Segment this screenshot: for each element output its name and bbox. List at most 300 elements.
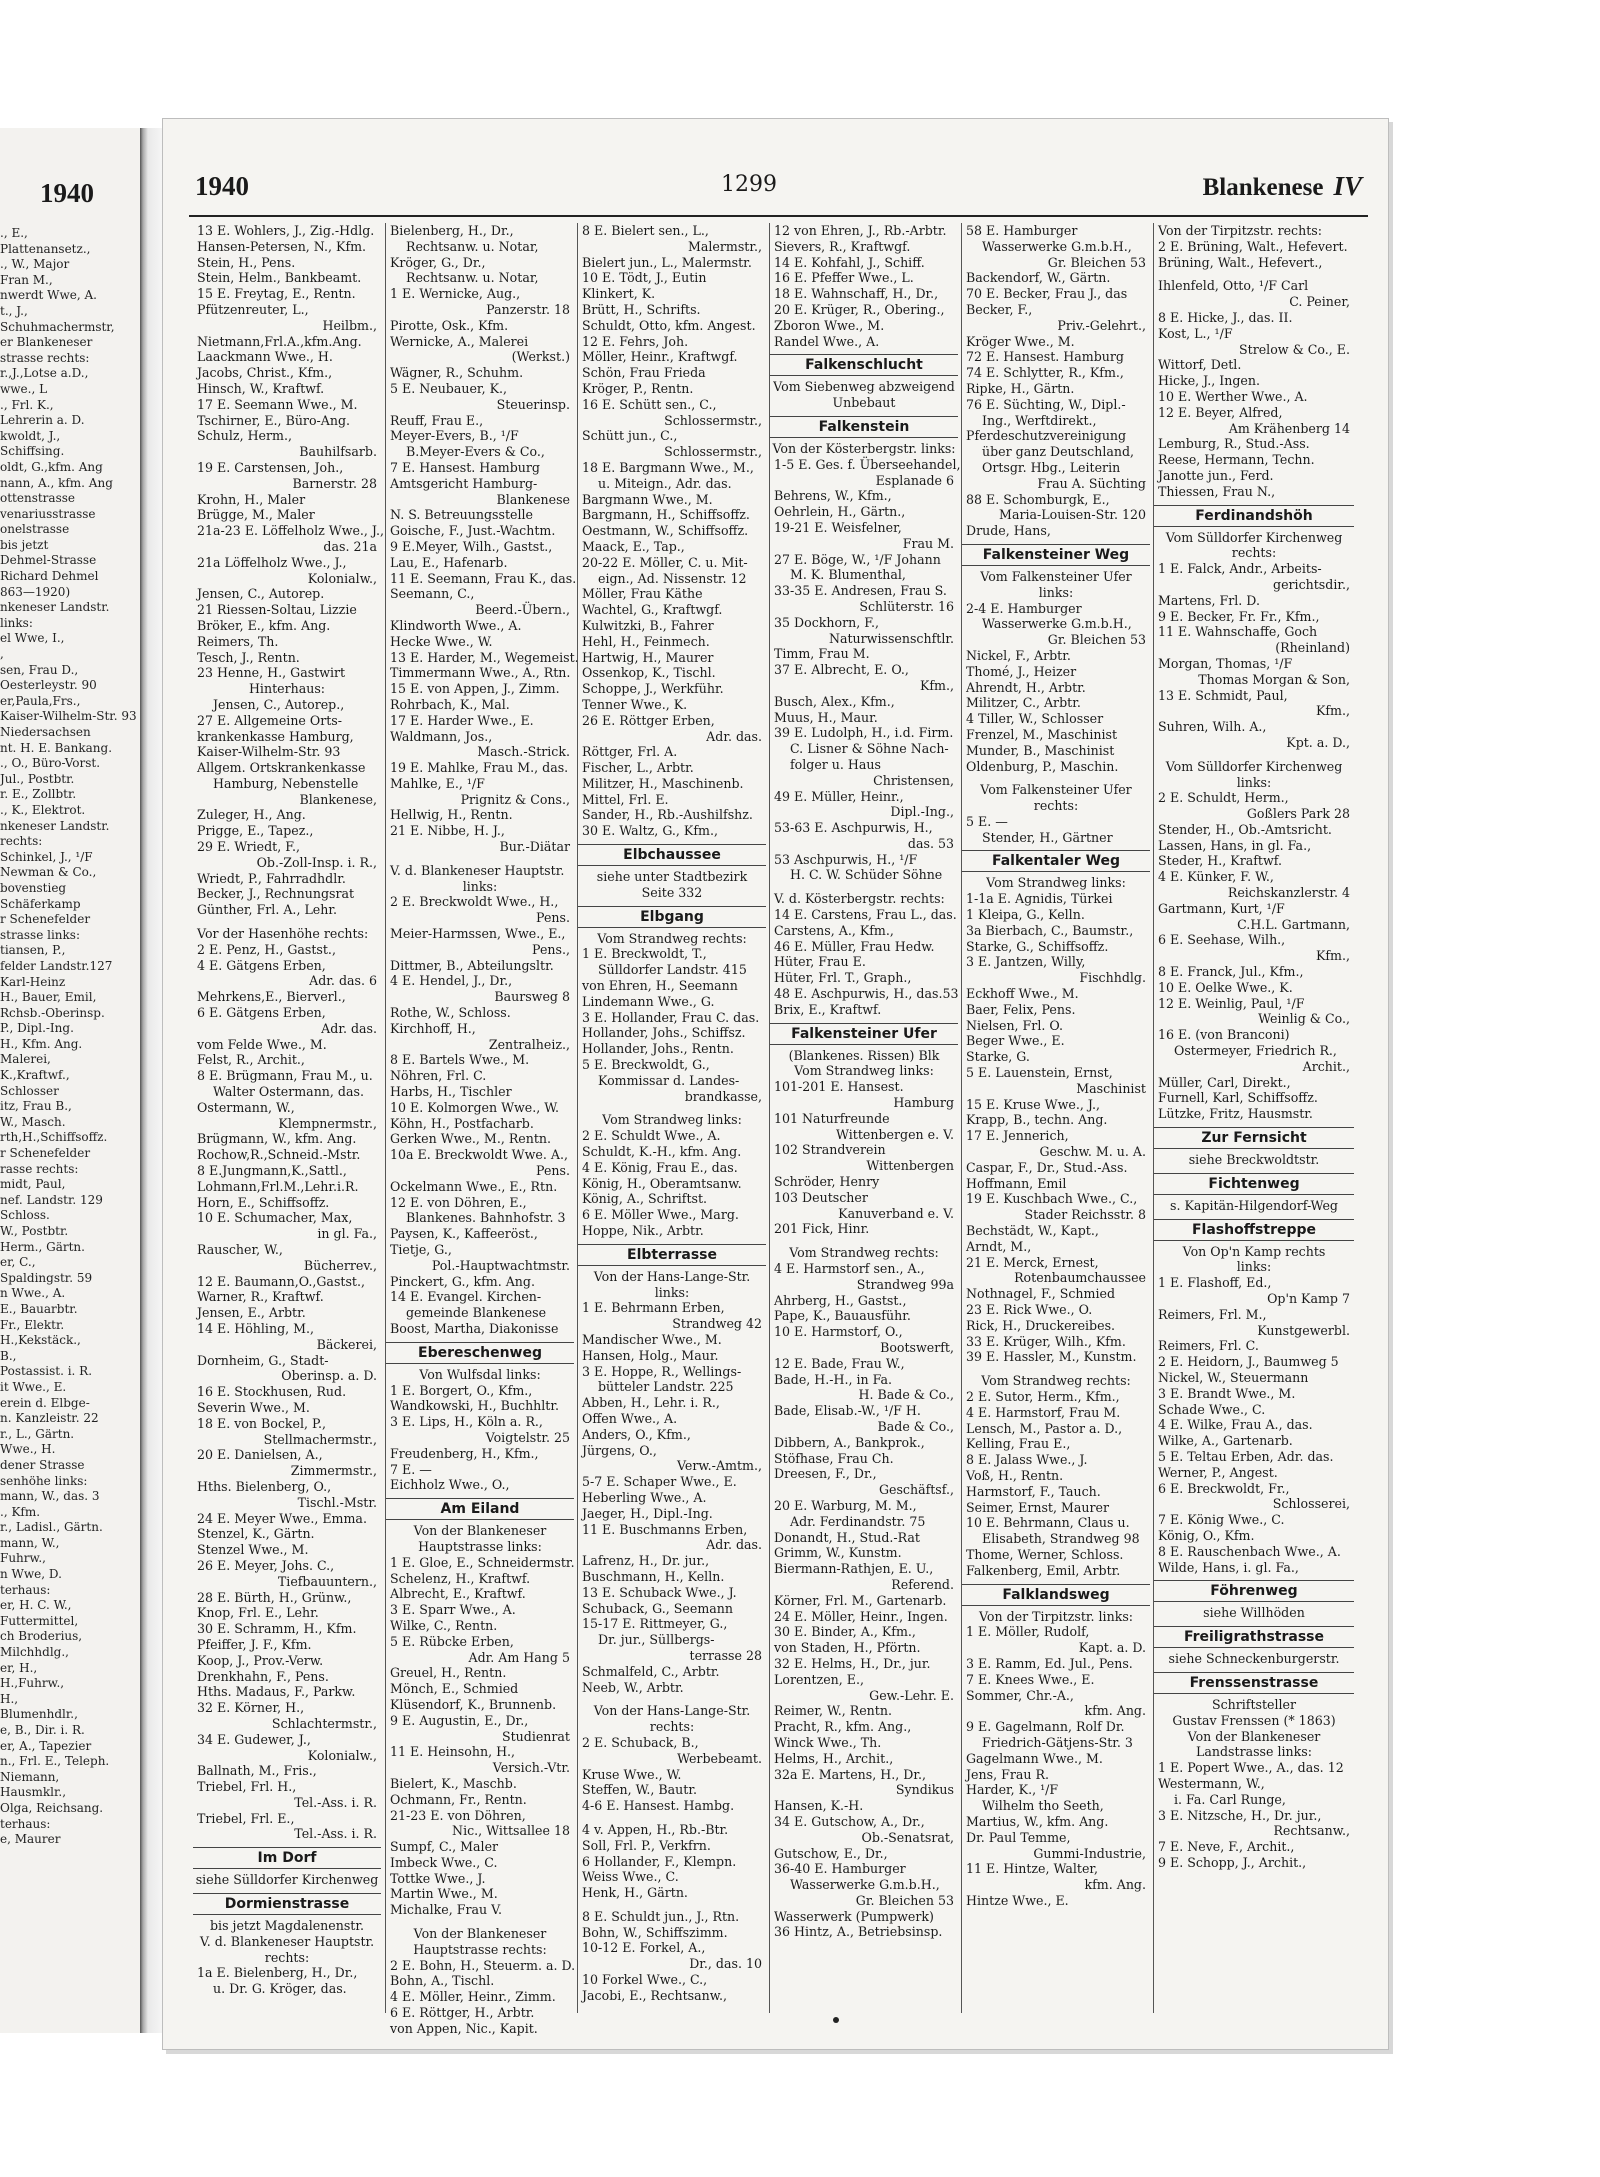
directory-entry: Jacobs, Christ., Kfm.,	[197, 365, 333, 381]
street-note: siehe Sülldorfer Kirchenweg	[195, 1872, 379, 1888]
directory-entry: Voigtelstr. 25	[485, 1429, 570, 1445]
directory-entry: Blankenese	[496, 491, 570, 507]
directory-entry: 4-6 E. Hansest. Hambg.	[582, 1798, 735, 1814]
directory-entry: Am Krähenberg 14	[1228, 420, 1350, 436]
street-note: Hauptstrasse rechts:	[413, 1941, 547, 1957]
directory-entry: 3 E. Lips, H., Köln a. R.,	[390, 1414, 543, 1430]
directory-entry: Steuerinsp.	[496, 396, 570, 412]
directory-entry: Pirotte, Osk., Kfm.	[390, 317, 509, 333]
directory-entry: Ihlenfeld, Otto, ¹/F Carl	[1158, 278, 1309, 294]
street-note: Vom Strandweg links:	[794, 1063, 934, 1079]
directory-entry: Caspar, F., Dr., Stud.-Ass.	[966, 1159, 1128, 1175]
directory-entry: Martin Wwe., M.	[390, 1886, 498, 1902]
directory-entry: Reese, Hermann, Techn.	[1158, 452, 1315, 468]
directory-entry: Pracht, R., kfm. Ang.,	[774, 1719, 912, 1735]
directory-entry: Rauscher, W.,	[197, 1242, 283, 1257]
directory-entry: 9 E. Schopp, J., Archit.,	[1158, 1854, 1307, 1870]
directory-entry: Baursweg 8	[494, 989, 570, 1005]
directory-entry: Goßlers Park 28	[1246, 806, 1350, 822]
previous-page-line: Oesterleystr. 90	[0, 678, 97, 693]
directory-entry: Ockelmann Wwe., E., Rtn.	[390, 1178, 558, 1194]
previous-page-line: felder Landstr.127	[0, 958, 113, 973]
directory-entry: 48 E. Aschpurwis, H., das.53	[774, 986, 959, 1002]
directory-entry: 24 E. Meyer Wwe., Emma.	[197, 1510, 367, 1526]
previous-page-line: Spaldingstr. 59	[0, 1270, 93, 1285]
street-heading: Dormienstrasse	[193, 1893, 381, 1915]
previous-page-fragment	[0, 128, 142, 2033]
directory-entry: Seemann, C.,	[390, 586, 475, 602]
directory-entry: B.Meyer-Evers & Co.,	[406, 444, 545, 460]
directory-entry: Beger Wwe., E.	[966, 1033, 1065, 1049]
directory-entry: 101-201 E. Hansest.	[774, 1079, 904, 1095]
directory-entry: Biermann-Rathjen, E. U.,	[774, 1561, 934, 1577]
directory-entry: 5 E. Teltau Erben, Adr. das.	[1158, 1448, 1334, 1464]
previous-page-line: ch Broderius,	[0, 1629, 83, 1644]
previous-page-line: Fran M.,	[0, 272, 53, 287]
directory-entry: 4 E. Künker, F. W.,	[1158, 869, 1274, 885]
directory-entry: Werbebeamt.	[677, 1750, 762, 1766]
directory-entry: Adr. das. 6	[309, 973, 377, 989]
previous-page-line: nef. Landstr. 129	[0, 1192, 103, 1207]
previous-page-line: e, Maurer	[0, 1832, 61, 1847]
previous-page-line: e, B., Dir. i. R.	[0, 1723, 85, 1737]
directory-entry: gemeinde Blankenese	[406, 1305, 547, 1321]
directory-entry: Schlachtermstr.,	[271, 1715, 377, 1731]
directory-entry: Frenzel, M., Maschinist	[966, 726, 1118, 742]
directory-entry: Klempnermstr.,	[278, 1115, 377, 1131]
directory-entry: Bauhilfsarb.	[299, 444, 377, 460]
directory-entry: Brüning, Walt., Hefevert.,	[1158, 254, 1323, 270]
directory-entry: Ahrberg, H., Gastst.,	[774, 1292, 907, 1308]
directory-entry: Christensen,	[873, 772, 954, 788]
column-5	[961, 223, 1150, 2013]
directory-entry: Ripke, H., Gärtn.	[966, 380, 1075, 396]
directory-entry: 12 E. Bade, Frau W.,	[774, 1355, 905, 1371]
directory-entry: Geschw. M. u. A.	[1039, 1144, 1146, 1160]
directory-entry: Kost, L., ¹/F	[1158, 325, 1233, 341]
directory-entry: Schlüterstr. 16	[859, 598, 954, 614]
directory-entry: Strandweg 99a	[856, 1276, 954, 1292]
directory-entry: 6 E. Röttger, H., Arbtr.	[390, 2005, 535, 2021]
previous-page-line: wwe., L	[0, 381, 48, 396]
street-heading: Falkensteiner Ufer	[770, 1023, 958, 1045]
directory-entry: 16 E. Schütt sen., C.,	[582, 396, 717, 412]
street-heading: Freiligrathstrasse	[1154, 1626, 1354, 1648]
directory-entry: Stöfhase, Frau Ch.	[774, 1450, 894, 1466]
directory-entry: 1 E. Popert Wwe., A., das. 12	[1158, 1760, 1344, 1776]
directory-entry: 27 E. Allgemeine Orts-	[197, 712, 343, 728]
directory-entry: Harbs, H., Tischler	[390, 1084, 512, 1100]
directory-entry: Beerd.-Übern.,	[475, 602, 570, 618]
directory-entry: Ochmann, Fr., Rentn.	[390, 1791, 527, 1807]
directory-entry: Freudenberg, H., Kfm.,	[390, 1445, 539, 1461]
directory-entry: 15 E. Freytag, E., Rentn.	[197, 286, 356, 302]
directory-entry: Horn, E., Schiffsoffz.	[197, 1194, 330, 1210]
previous-page-line: Fuhrw.,	[0, 1551, 46, 1566]
directory-entry: Hansen, Holg., Maur.	[582, 1347, 719, 1363]
directory-entry: Gerken Wwe., M., Rentn.	[390, 1131, 552, 1147]
directory-entry: gerichtsdir.,	[1273, 576, 1350, 592]
directory-entry: Gr. Bleichen 53	[1047, 254, 1146, 270]
column-3	[577, 223, 766, 2013]
directory-entry: Nielsen, Frl. O.	[966, 1017, 1063, 1033]
previous-page-line: n Wwe., A.	[0, 1286, 66, 1301]
directory-entry: N. S. Betreuungsstelle	[390, 507, 533, 523]
directory-entry: Schade Wwe., C.	[1158, 1401, 1266, 1417]
directory-entry: Stender, H., Gärtner	[982, 829, 1113, 845]
directory-entry: Eckhoff Wwe., M.	[966, 986, 1079, 1002]
directory-entry: Kröger, P., Rentn.	[582, 380, 694, 396]
directory-entry: terrasse 28	[689, 1647, 762, 1663]
directory-entry: Tiefbauuntern.,	[277, 1573, 377, 1589]
previous-page-line: senhöhe links:	[0, 1473, 88, 1488]
directory-entry: 8 E. Rauschenbach Wwe., A.	[1158, 1543, 1341, 1559]
previous-page-line: r Schenefelder	[0, 912, 91, 927]
directory-entry: Jaeger, H., Dipl.-Ing.	[582, 1505, 713, 1521]
directory-entry: Schuback, G., Seemann	[582, 1600, 733, 1616]
directory-entry: Hicke, J., Ingen.	[1158, 373, 1260, 389]
street-note: Vom Strandweg rechts:	[597, 930, 747, 946]
previous-page-line: nt. H. E. Bankang.	[0, 740, 113, 755]
directory-entry: Wilde, Hans, i. gl. Fa.,	[1158, 1559, 1299, 1575]
directory-entry: Adr. das.	[706, 728, 762, 744]
directory-entry: Imbeck Wwe., C.	[390, 1854, 498, 1870]
directory-entry: Köhn, H., Postfacharb.	[390, 1115, 534, 1131]
directory-entry: links:	[462, 878, 498, 894]
directory-entry: Rechtsanw. u. Notar,	[406, 238, 539, 254]
directory-entry: 24 E. Möller, Heinr., Ingen.	[774, 1608, 948, 1624]
directory-entry: Bücherrev.,	[303, 1257, 377, 1273]
directory-entry: Kolonialw.,	[307, 570, 377, 586]
directory-entry: Pferdeschutzvereinigung	[966, 428, 1127, 444]
directory-entry: Drenkhahn, F., Pens.	[197, 1668, 329, 1684]
directory-entry: 35 Dockhorn, F.,	[774, 614, 880, 630]
directory-entry: Strelow & Co., E.	[1239, 341, 1350, 357]
street-note: siehe unter Stadtbezirk	[596, 869, 748, 885]
directory-entry: Dr. Paul Temme,	[966, 1829, 1071, 1845]
directory-entry: Dreesen, F., Dr.,	[774, 1466, 877, 1482]
directory-entry: 2 E. Schuldt Wwe., A.	[582, 1128, 721, 1144]
directory-entry: Schuldt, Otto, kfm. Angest.	[582, 317, 756, 333]
directory-entry: 3 E. Jantzen, Willy,	[966, 954, 1086, 970]
directory-entry: 33 E. Krüger, Wilh., Kfm.	[966, 1333, 1126, 1349]
directory-entry: 21 E. Merck, Ernest,	[966, 1254, 1099, 1270]
previous-page-line: strasse links:	[0, 927, 80, 942]
directory-entry: Klinkert, K.	[582, 286, 656, 302]
directory-entry: 39 E. Ludolph, H., i.d. Firm.	[774, 725, 954, 741]
directory-entry: 26 E. Meyer, Johs. C.,	[197, 1557, 335, 1573]
street-note: Vom Siebenweg abzweigend	[773, 379, 955, 395]
directory-entry: Kpt. a. D.,	[1286, 734, 1350, 750]
directory-entry: Blankenese,	[299, 791, 377, 807]
directory-entry: Becker, J., Rechnungsrat	[197, 886, 355, 902]
directory-entry: 14 E. Carstens, Frau L., das.	[774, 907, 957, 923]
directory-entry: Hoffmann, Emil	[966, 1175, 1067, 1191]
directory-entry: 16 E. Pfeffer Wwe., L.	[774, 270, 914, 286]
previous-page-line: mann, W.,	[0, 1535, 60, 1550]
directory-entry: Behrens, W., Kfm.,	[774, 488, 892, 504]
directory-entry: Felst, R., Archit.,	[197, 1052, 305, 1068]
street-note: links:	[1236, 774, 1272, 790]
directory-entry: Thomas Morgan & Son,	[1198, 671, 1350, 687]
directory-entry: Gew.-Lehr. E.	[869, 1687, 954, 1703]
previous-page-line: B.,	[0, 1348, 17, 1363]
street-note: Seite 332	[641, 884, 703, 900]
directory-entry: 11 E. Hintze, Walter,	[966, 1861, 1099, 1877]
directory-entry: Meier-Harmssen, Wwe., E.,	[390, 926, 566, 942]
directory-entry: Körner, Frl. M., Gartenarb.	[774, 1592, 947, 1608]
directory-entry: C.H.L. Gartmann,	[1237, 916, 1350, 932]
previous-page-line: ., K., Elektrot.	[0, 802, 86, 817]
directory-entry: Jacobi, E., Rechtsanw.,	[582, 1987, 728, 2003]
directory-entry: Kulwitzki, B., Fahrer	[582, 617, 714, 633]
directory-entry: Rothe, W., Schloss.	[390, 1005, 511, 1021]
directory-entry: Drude, Hans,	[966, 523, 1051, 539]
directory-entry: Dibbern, A., Bankprok.,	[774, 1434, 925, 1450]
directory-entry: Lassen, Hans, in gl. Fa.,	[1158, 837, 1312, 853]
previous-page-line: terhaus:	[0, 1816, 51, 1831]
previous-page-line: r. E., Zollbtr.	[0, 787, 77, 802]
directory-entry: Wandkowski, H., Buchhltr.	[390, 1398, 560, 1414]
directory-entry: Adr. das.	[321, 1020, 377, 1036]
directory-entry: 20 E. Danielsen, A.,	[197, 1447, 323, 1463]
directory-entry: Nietmann,Frl.A.,kfm.Ang.	[197, 333, 362, 349]
page-ornament	[833, 2017, 839, 2023]
directory-entry: Sievers, R., Kraftwgf.	[774, 238, 911, 254]
street-heading: Frenssenstrasse	[1154, 1672, 1354, 1694]
directory-entry: Klüsendorf, K., Brunnenb.	[390, 1696, 557, 1712]
street-note: rechts:	[649, 1719, 695, 1735]
previous-page-line: rasse rechts:	[0, 1161, 79, 1176]
previous-page-line: Richard Dehmel	[0, 569, 99, 584]
directory-entry: Zimmermstr.,	[290, 1463, 377, 1479]
previous-page-line: ., O., Büro-Vorst.	[0, 756, 101, 771]
directory-entry: 1 E. Breckwoldt, T.,	[582, 946, 707, 962]
directory-entry: Weiss Wwe., C.	[582, 1869, 679, 1885]
directory-entry: Michalke, Frau V.	[390, 1902, 502, 1918]
directory-entry: Voß, H., Rentn.	[966, 1467, 1064, 1483]
header-year: 1940	[195, 171, 249, 201]
directory-entry: Zuleger, H., Ang.	[197, 807, 306, 823]
previous-page-line: nkeneser Landstr.	[0, 818, 110, 833]
directory-entry: 19 E. Mahlke, Frau M., das.	[390, 760, 569, 776]
previous-page-line: itz, Frau B.,	[0, 1099, 72, 1114]
directory-entry: 7 E. —	[390, 1461, 432, 1477]
previous-page-line: bovenstieg	[0, 880, 67, 895]
directory-entry: H. C. W. Schüder Söhne	[790, 867, 943, 883]
directory-entry: 53-63 E. Aschpurwis, H.,	[774, 820, 933, 836]
directory-entry: 9 E. Becker, Fr. Fr., Kfm.,	[1158, 608, 1320, 624]
directory-entry: Stender, H., Ob.-Amtsricht.	[1158, 821, 1332, 837]
directory-entry: Gummi-Industrie,	[1033, 1845, 1146, 1861]
directory-entry: 10 E. Tödt, J., Eutin	[582, 270, 707, 286]
directory-entry: Pfeiffer, J. F., Kfm.	[197, 1636, 312, 1652]
directory-entry: Günther, Frl. A., Lehr.	[197, 902, 338, 918]
directory-entry: Geschäftsf.,	[878, 1482, 954, 1498]
directory-entry: Fischer, L., Arbtr.	[582, 760, 694, 776]
directory-entry: Henk, H., Gärtn.	[582, 1885, 688, 1901]
directory-entry: 10 E. Behrmann, Claus u.	[966, 1515, 1130, 1531]
directory-entry: 10 E. Oelke Wwe., K.	[1158, 979, 1293, 995]
directory-entry: Allgem. Ortskrankenkasse	[197, 760, 366, 776]
directory-entry: Schröder, Henry	[774, 1174, 880, 1190]
directory-entry: 3 E. Hollander, Frau C. das.	[582, 1009, 760, 1025]
directory-entry: Albrecht, E., Kraftwf.	[390, 1586, 526, 1602]
street-note: Vom Strandweg links:	[986, 875, 1126, 891]
street-heading: Elbchaussee	[578, 844, 766, 866]
directory-entry: 201 Fick, Hinr.	[774, 1221, 870, 1237]
directory-entry: Naturwissenschftlr.	[828, 630, 954, 646]
directory-entry: Reuff, Frau E.,	[390, 412, 484, 428]
previous-page-line: rechts:	[0, 834, 43, 849]
directory-entry: 1 E. Falck, Andr., Arbeits-	[1158, 561, 1322, 577]
directory-entry: Lorentzen, E.,	[774, 1671, 864, 1687]
directory-entry: 32 E. Helms, H., Dr., jur.	[774, 1655, 931, 1671]
directory-entry: Hinterhaus:	[248, 681, 326, 697]
directory-entry: Malermstr.,	[687, 238, 762, 254]
directory-entry: Warner, R., Kraftwf.	[197, 1289, 324, 1305]
directory-entry: 8 E. Hicke, J., das. II.	[1158, 309, 1293, 325]
directory-entry: Reimers, Frl. C.	[1158, 1338, 1259, 1354]
previous-page-line: mann, W., das. 3	[0, 1489, 100, 1504]
directory-entry: 18 E. Wahnschaff, H., Dr.,	[774, 286, 939, 302]
directory-entry: Stellmachermstr.,	[263, 1431, 377, 1447]
directory-entry: Tel.-Ass. i. R.	[294, 1794, 377, 1810]
street-heading: Flashoffstreppe	[1154, 1219, 1354, 1241]
directory-entry: Hansen-Petersen, N., Kfm.	[197, 238, 367, 254]
directory-entry: 21a-23 E. Löffelholz Wwe., J.,	[197, 523, 385, 539]
directory-entry: Harder, K., ¹/F	[966, 1782, 1059, 1798]
directory-entry: Anders, O., Kfm.,	[582, 1426, 691, 1442]
previous-page-line: er,Paula,Frs.,	[0, 693, 81, 708]
previous-page-line: Blumenhdlr.,	[0, 1707, 78, 1722]
district-name: Blankenese	[1202, 174, 1324, 201]
previous-page-line: n Wwe, D.	[0, 1567, 62, 1582]
previous-page-line: n. Kanzleistr. 22	[0, 1411, 99, 1426]
directory-entry: 10-12 E. Forkel, A.,	[582, 1940, 706, 1956]
directory-entry: Kaiser-Wilhelm-Str. 93	[197, 744, 341, 760]
previous-page-line: Karl-Heinz	[0, 974, 66, 989]
directory-entry: 15 E. von Appen, J., Zimm.	[390, 681, 560, 697]
directory-entry: Hansen, K.-H.	[774, 1798, 864, 1814]
directory-entry: Nöhren, Frl. C.	[390, 1068, 487, 1084]
street-note: Von der Blankeneser	[1187, 1728, 1321, 1744]
previous-page-line: bis jetzt	[0, 537, 49, 552]
directory-entry: Carstens, A., Kfm.,	[774, 922, 894, 938]
directory-entry: Lemburg, R., Stud.-Ass.	[1158, 436, 1310, 452]
directory-entry: 26 E. Röttger Erben,	[582, 712, 715, 728]
directory-entry: Hinsch, W., Kraftwf.	[197, 380, 325, 396]
directory-entry: Maack, E., Tap.,	[582, 538, 685, 554]
directory-entry: Bäckerei,	[316, 1336, 377, 1352]
directory-entry: Dittmer, B., Abteilungsltr.	[390, 957, 554, 973]
column-4	[769, 223, 961, 2013]
directory-entry: 16 E. Stockhusen, Rud.	[197, 1384, 347, 1400]
directory-entry: 1 E. Wernicke, Aug.,	[390, 286, 521, 302]
directory-entry: Jürgens, O.,	[582, 1442, 657, 1458]
directory-entry: Nic., Wittsallee 18	[452, 1823, 570, 1839]
directory-entry: 11 E. Wahnschaffe, Goch	[1158, 624, 1318, 640]
directory-entry: 2 E. Breckwoldt Wwe., H.,	[390, 894, 559, 910]
directory-entry: Hamburg	[893, 1095, 954, 1111]
directory-entry: Schütt jun., C.,	[582, 428, 678, 444]
street-heading: Fichtenweg	[1154, 1173, 1354, 1195]
directory-entry: Amtsgericht Hamburg-	[390, 475, 538, 491]
directory-entry: 15-17 E. Rittmeyer, G.,	[582, 1616, 728, 1632]
directory-entry: 7 E. König Wwe., C.	[1158, 1512, 1285, 1528]
previous-page-line: n., Frl. E., Teleph.	[0, 1754, 110, 1769]
directory-entry: Soll, Frl. P., Verkfrn.	[582, 1837, 711, 1853]
directory-entry: u. Dr. G. Kröger, das.	[213, 1981, 347, 1997]
directory-entry: Mehrkens,E., Bierverl.,	[197, 989, 346, 1005]
directory-entry: 7 E. Knees Wwe., E.	[966, 1671, 1095, 1687]
directory-entry: Stein, Helm., Bankbeamt.	[197, 270, 362, 286]
directory-entry: Hehl, H., Feinmech.	[582, 633, 710, 649]
directory-entry: 3 E. Sparr Wwe., A.	[390, 1602, 516, 1618]
directory-entry: von Staden, H., Pförtn.	[774, 1640, 921, 1656]
directory-entry: 16 E. (von Branconi)	[1158, 1027, 1290, 1043]
directory-entry: Hoppe, Nik., Arbtr.	[582, 1223, 704, 1239]
previous-page-line: Schloss.	[0, 1208, 50, 1223]
directory-entry: 4 E. König, Frau E., das.	[582, 1159, 738, 1175]
directory-entry: Verw.-Amtm.,	[676, 1458, 762, 1474]
directory-entry: Morgan, Thomas, ¹/F	[1158, 655, 1293, 671]
directory-entry: Frau A. Süchting	[1037, 475, 1146, 491]
directory-entry: Fischhdlg.	[1079, 970, 1146, 986]
directory-entry: Hüter, Frau E.	[774, 954, 866, 970]
directory-entry: Wägner, R., Schuhm.	[390, 365, 524, 381]
directory-entry: Versich.-Vtr.	[492, 1760, 570, 1776]
street-note: Von der Blankeneser	[413, 1926, 547, 1942]
spacer	[386, 855, 574, 863]
directory-entry: Schlossermstr.,	[664, 412, 762, 428]
previous-page-line: r Schenefelder	[0, 1146, 91, 1161]
directory-entry: Zboron Wwe., M.	[774, 317, 885, 333]
directory-entry: 20 E. Krüger, R., Obering.,	[774, 301, 945, 317]
previous-page-line: Niemann,	[0, 1769, 60, 1784]
previous-page-line: Hausmklr.,	[0, 1785, 67, 1800]
directory-entry: 72 E. Hansest. Hamburg	[966, 349, 1124, 365]
directory-entry: Zentralheiz.,	[488, 1036, 570, 1052]
spacer	[193, 918, 381, 926]
directory-entry: Lindemann Wwe., G.	[582, 993, 715, 1009]
street-note: Von der Hans-Lange-Str.	[593, 1703, 751, 1719]
directory-entry: 6 E. Möller Wwe., Marg.	[582, 1207, 739, 1223]
directory-entry: Op'n Kamp 7	[1267, 1291, 1350, 1307]
directory-entry: Dornheim, G., Stadt-	[197, 1352, 329, 1368]
directory-entry: Kanuverband e. V.	[838, 1205, 954, 1221]
directory-entry: Jensen, E., Arbtr.	[197, 1305, 306, 1321]
directory-entry: 6 Hollander, F., Klempn.	[582, 1853, 737, 1869]
street-note: Vom Strandweg rechts:	[981, 1373, 1131, 1389]
previous-page-line: Rchsb.-Oberinsp.	[0, 1005, 105, 1020]
directory-entry: Kröger, G., Dr.,	[390, 254, 486, 270]
directory-entry: 2 E. Heidorn, J., Baumweg 5	[1158, 1354, 1339, 1370]
directory-entry: Janotte jun., Ferd.	[1158, 467, 1274, 483]
directory-entry: Möller, Frau Käthe	[582, 586, 703, 602]
street-note: rechts:	[1033, 798, 1079, 814]
directory-entry: 3 E. Nitzsche, H., Dr. jur.,	[1158, 1807, 1322, 1823]
directory-entry: das. 21a	[323, 538, 377, 554]
directory-entry: Muus, H., Maur.	[774, 709, 878, 725]
directory-entry: 12 E. Fehrs, Joh.	[582, 333, 689, 349]
directory-entry: vom Felde Wwe., M.	[197, 1036, 327, 1052]
directory-entry: Ostermann, W.,	[197, 1099, 295, 1115]
directory-entry: 19 E. Kuschbach Wwe., C.,	[966, 1191, 1138, 1207]
street-heading: Im Dorf	[193, 1847, 381, 1869]
directory-entry: Lau, E., Hafenarb.	[390, 554, 508, 570]
directory-entry: 8 E. Brügmann, Frau M., u.	[197, 1068, 373, 1084]
